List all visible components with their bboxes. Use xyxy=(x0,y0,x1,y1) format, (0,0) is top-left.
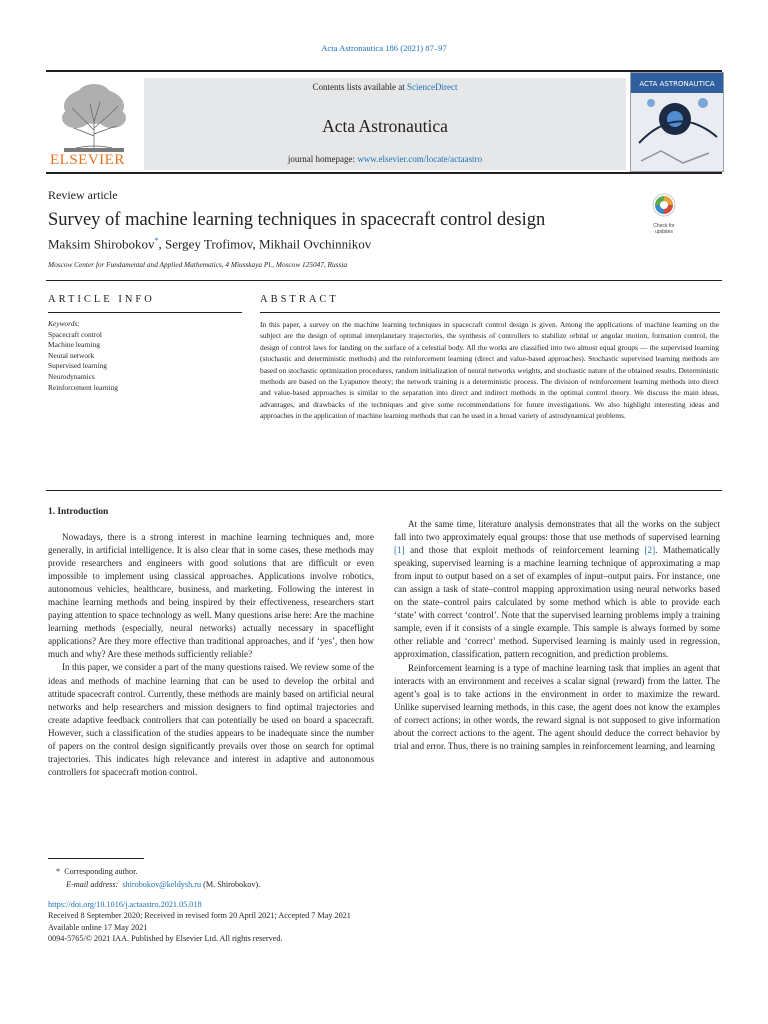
journal-masthead xyxy=(46,70,722,172)
author-name[interactable]: Sergey Trofimov xyxy=(165,236,253,252)
header-rule xyxy=(46,172,722,174)
elsevier-wordmark: ELSEVIER xyxy=(50,152,125,168)
footnote-mark: * xyxy=(56,867,61,876)
email-link[interactable]: shirobokov@keldysh.ru xyxy=(122,880,202,889)
paragraph-text: and those that exploit methods of reinforcement learning xyxy=(404,545,645,556)
article-title: Survey of machine learning techniques in spacecraft control design xyxy=(48,210,546,230)
divider xyxy=(48,312,242,313)
publication-footer xyxy=(48,899,351,945)
journal-cover-image xyxy=(630,72,724,172)
author-separator: , xyxy=(252,236,259,252)
citation-link[interactable]: [2] xyxy=(644,545,656,556)
footnote xyxy=(56,865,260,891)
sciencedirect-link[interactable]: ScienceDirect xyxy=(407,82,458,92)
masthead-box xyxy=(144,78,626,170)
citation-link[interactable]: [1] xyxy=(394,545,405,556)
corresponding-author-mark[interactable]: * xyxy=(154,236,159,245)
doi-link[interactable]: https://doi.org/10.1016/j.actaastro.2021.05.018 xyxy=(48,900,202,909)
paragraph: In this paper, we consider a part of the many questions raised. We review some of the ideas and methods of machine learning that can be used to develop the orbital and attitude spacecraft control. Currently, these methods are mainly based on artificial neural networks and help researchers and mission designers to find optimal trajectories and create adaptive feedback controllers that can potentially be used on board a spacecraft. However, such a classification of the studies appears to be inadequate since the number of papers on the control design significantly prevails over those on search for optimal trajectories. This indicates high relevance and interest in adaptive and autonomous controllers for spacecraft motion control. xyxy=(48,662,374,777)
keyword: Neural network xyxy=(48,350,95,360)
keyword: Reinforcement learning xyxy=(48,382,118,392)
email-owner: (M. Shirobokov). xyxy=(203,880,261,889)
check-for-updates-badge[interactable] xyxy=(648,192,680,235)
email-line xyxy=(56,878,260,891)
homepage-prefix: journal homepage: xyxy=(287,154,358,164)
journal-homepage-link[interactable]: www.elsevier.com/locate/actaastro xyxy=(357,154,483,164)
divider xyxy=(46,280,722,281)
journal-reference-link[interactable]: Acta Astronautica 186 (2021) 87–97 xyxy=(321,43,447,53)
abstract-text: In this paper, a survey on the machine learning techniques in spacecraft control design is given. Among the applications of machine learning on the subject are the design of optimal interplanetary trajectories, the synthesis of controllers to stabilize orbital or angular motion, formation control, the design of control laws for landing on the surface of a celestial body. All the works are classified into two almost equal groups — the supervised learning (stochastic and deterministic methods) and the reinforcement learning (direct and value-based approaches). Stochastic supervised learning methods are based on stochastic optimization procedures, random initialization of neural networks weights, and stochastic nature of the obtained results. Deterministic methods are based on the Lyapunov theory; the network training is a deterministic process. The division of reinforcement learning methods into direct and value-based approaches is similar to the separation into direct and indirect methods in the optimal control theory. We discuss the main ideas, advantages, and drawbacks of the techniques and give some recommendations for future investigations. We also highlight interesting ideas and approaches in the application of machine learning methods that can be used in a broad variety of astrodynamical problems. xyxy=(260,320,719,421)
author-separator: , xyxy=(158,236,166,252)
article-type: Review article xyxy=(48,188,118,202)
received-dates: Received 8 September 2020; Received in revised form 20 April 2021; Accepted 7 May 2021 xyxy=(48,911,351,921)
journal-title: Acta Astronautica xyxy=(322,116,448,136)
crossmark-icon xyxy=(648,192,680,218)
keyword: Neurodynamics xyxy=(48,371,95,381)
contents-prefix: Contents lists available at xyxy=(312,82,407,92)
divider xyxy=(46,490,722,491)
cover-title-text: ACTA ASTRONAUTICA xyxy=(639,80,715,88)
footnote-rule xyxy=(48,858,144,859)
article-info-heading: ARTICLE INFO xyxy=(48,294,155,305)
section-heading-introduction: 1. Introduction xyxy=(48,507,109,517)
body-column-left xyxy=(48,531,374,779)
keyword: Machine learning xyxy=(48,340,100,350)
body-column-right xyxy=(394,518,720,753)
author-affiliation: Moscow Center for Fundamental and Applied Mathematics, 4 Miusskaya Pl., Moscow 125047, Russia xyxy=(48,260,348,269)
paragraph: Nowadays, there is a strong interest in machine learning techniques and, more generally, in artificial intelligence. It is also clear that in some cases, these methods may provide researchers and engineers with good solutions that are difficult or even impossible to implement using classical approaches. Applications involve robotics, autonomous vehicles, healthcare, business, and marketing. Following the interest in machine learning methods and being inspired by their effectiveness, researchers start paying attention to space technology as well. Many questions arise here: Are the machine learning methods (especially, neural networks) actually necessary in spaceflight applications? Are they more effective than traditional approaches, and if ‘yes’, then how much and why? Are these methods sufficiently reliable? xyxy=(48,532,374,660)
keyword: Spacecraft control xyxy=(48,329,102,339)
author-name[interactable]: Maksim Shirobokov xyxy=(48,236,155,252)
paragraph xyxy=(394,518,720,662)
keyword: Supervised learning xyxy=(48,361,107,371)
copyright-notice: 0094-5765/© 2021 IAA. Published by Elsevier Ltd. All rights reserved. xyxy=(48,934,283,944)
check-for-updates-label: Check for updates xyxy=(653,223,675,235)
paragraph: Reinforcement learning is a type of machine learning task that implies an agent that interacts with an environment and receives a scalar signal (reward) from the latter. The agent’s goal is to take actions in the environment in order to maximize the reward. Unlike supervised learning methods, in this case, the agent does not know the examples of correct actions; in other words, the reward signal is not supposed to give information about the correct actions to the agent. The agent should deduce the correct behavior by trial and error. Thus, there is no training samples in reinforcement learning, and learning xyxy=(394,662,720,751)
author-list xyxy=(48,236,371,252)
corresponding-author-note: Corresponding author. xyxy=(64,867,138,876)
keywords-label: Keywords: xyxy=(48,319,80,328)
email-label: E-mail address: xyxy=(66,880,119,889)
homepage-line xyxy=(144,154,626,164)
available-online-date: Available online 17 May 2021 xyxy=(48,922,148,932)
abstract-heading: ABSTRACT xyxy=(260,294,339,305)
keywords-list xyxy=(48,319,118,393)
divider xyxy=(260,312,720,313)
footnote-line xyxy=(56,865,260,878)
author-name[interactable]: Mikhail Ovchinnikov xyxy=(258,236,372,252)
contents-line xyxy=(144,82,626,92)
paragraph-text: At the same time, literature analysis demonstrates that all the works on the subject fall into two approximately equal groups: those that use methods of supervised learning xyxy=(394,519,720,543)
paragraph-text: . Mathematically speaking, supervised learning is a machine learning technique of approximating a map from input to output based on a set of examples of input–output pairs. For instance, one can assign a task of state–control mapping approximation using neural networks based on the state–control pairs calculated by some method which is able to provide each ‘state’ with correct ‘control’. Note that the supervised learning problems imply a training sample, even if it consists of a single example. This sample is always formed by some other reliable and ‘correct’ method. Supervised learning is mainly used in regression, approximation, classification, pattern recognition, and prediction problems. xyxy=(394,545,720,660)
